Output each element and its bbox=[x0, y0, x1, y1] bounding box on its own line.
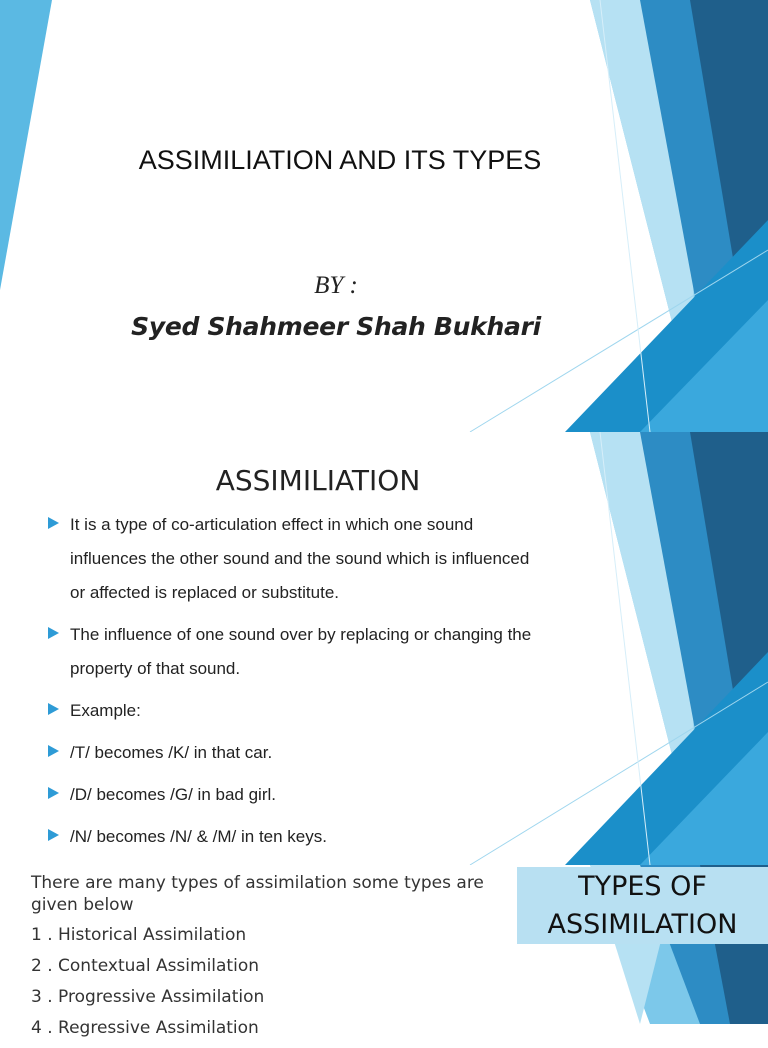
bullet-arrow-icon bbox=[48, 745, 59, 757]
list-item: 1 . Historical Assimilation bbox=[31, 925, 247, 945]
list-item: 3 . Progressive Assimilation bbox=[31, 987, 265, 1007]
slide-title bbox=[0, 0, 768, 432]
list-item: 4 . Regressive Assimilation bbox=[31, 1018, 259, 1038]
bullet-arrow-icon bbox=[48, 829, 59, 841]
bullet-item: /D/ becomes /G/ in bad girl. bbox=[48, 778, 608, 812]
bullet-item: It is a type of co-articulation effect in which one sound influences the other sound and the sound which is influenced or affected is replaced or substitute. bbox=[48, 508, 608, 610]
list-item: 2 . Contextual Assimilation bbox=[31, 956, 259, 976]
bullet-arrow-icon bbox=[48, 787, 59, 799]
bullet-item: Example: bbox=[48, 694, 608, 728]
types-title-box bbox=[517, 867, 768, 944]
bullet-item: /T/ becomes /K/ in that car. bbox=[48, 736, 608, 770]
by-label: BY : bbox=[314, 272, 358, 299]
bullet-item: /N/ becomes /N/ & /M/ in ten keys. bbox=[48, 820, 608, 854]
presentation-title: ASSIMILIATION AND ITS TYPES bbox=[138, 145, 542, 175]
slide-types bbox=[0, 865, 768, 1038]
bullet-item: The influence of one sound over by replacing or changing the property of that sound. bbox=[48, 618, 608, 686]
types-title-line1: TYPES OF bbox=[578, 870, 707, 902]
types-list bbox=[31, 924, 264, 1048]
slide-title: ASSIMILIATION bbox=[215, 464, 421, 497]
bullet-arrow-icon bbox=[48, 703, 59, 715]
author-name: Syed Shahmeer Shah Bukhari bbox=[131, 312, 541, 341]
intro-text: There are many types of assimilation some types are given below bbox=[31, 873, 484, 915]
bullet-list bbox=[48, 508, 608, 862]
slide-assimilation bbox=[0, 432, 768, 865]
bullet-arrow-icon bbox=[48, 627, 59, 639]
slide-decoration bbox=[0, 0, 768, 432]
types-title-line2: ASSIMILATION bbox=[547, 908, 738, 940]
bullet-arrow-icon bbox=[48, 517, 59, 529]
